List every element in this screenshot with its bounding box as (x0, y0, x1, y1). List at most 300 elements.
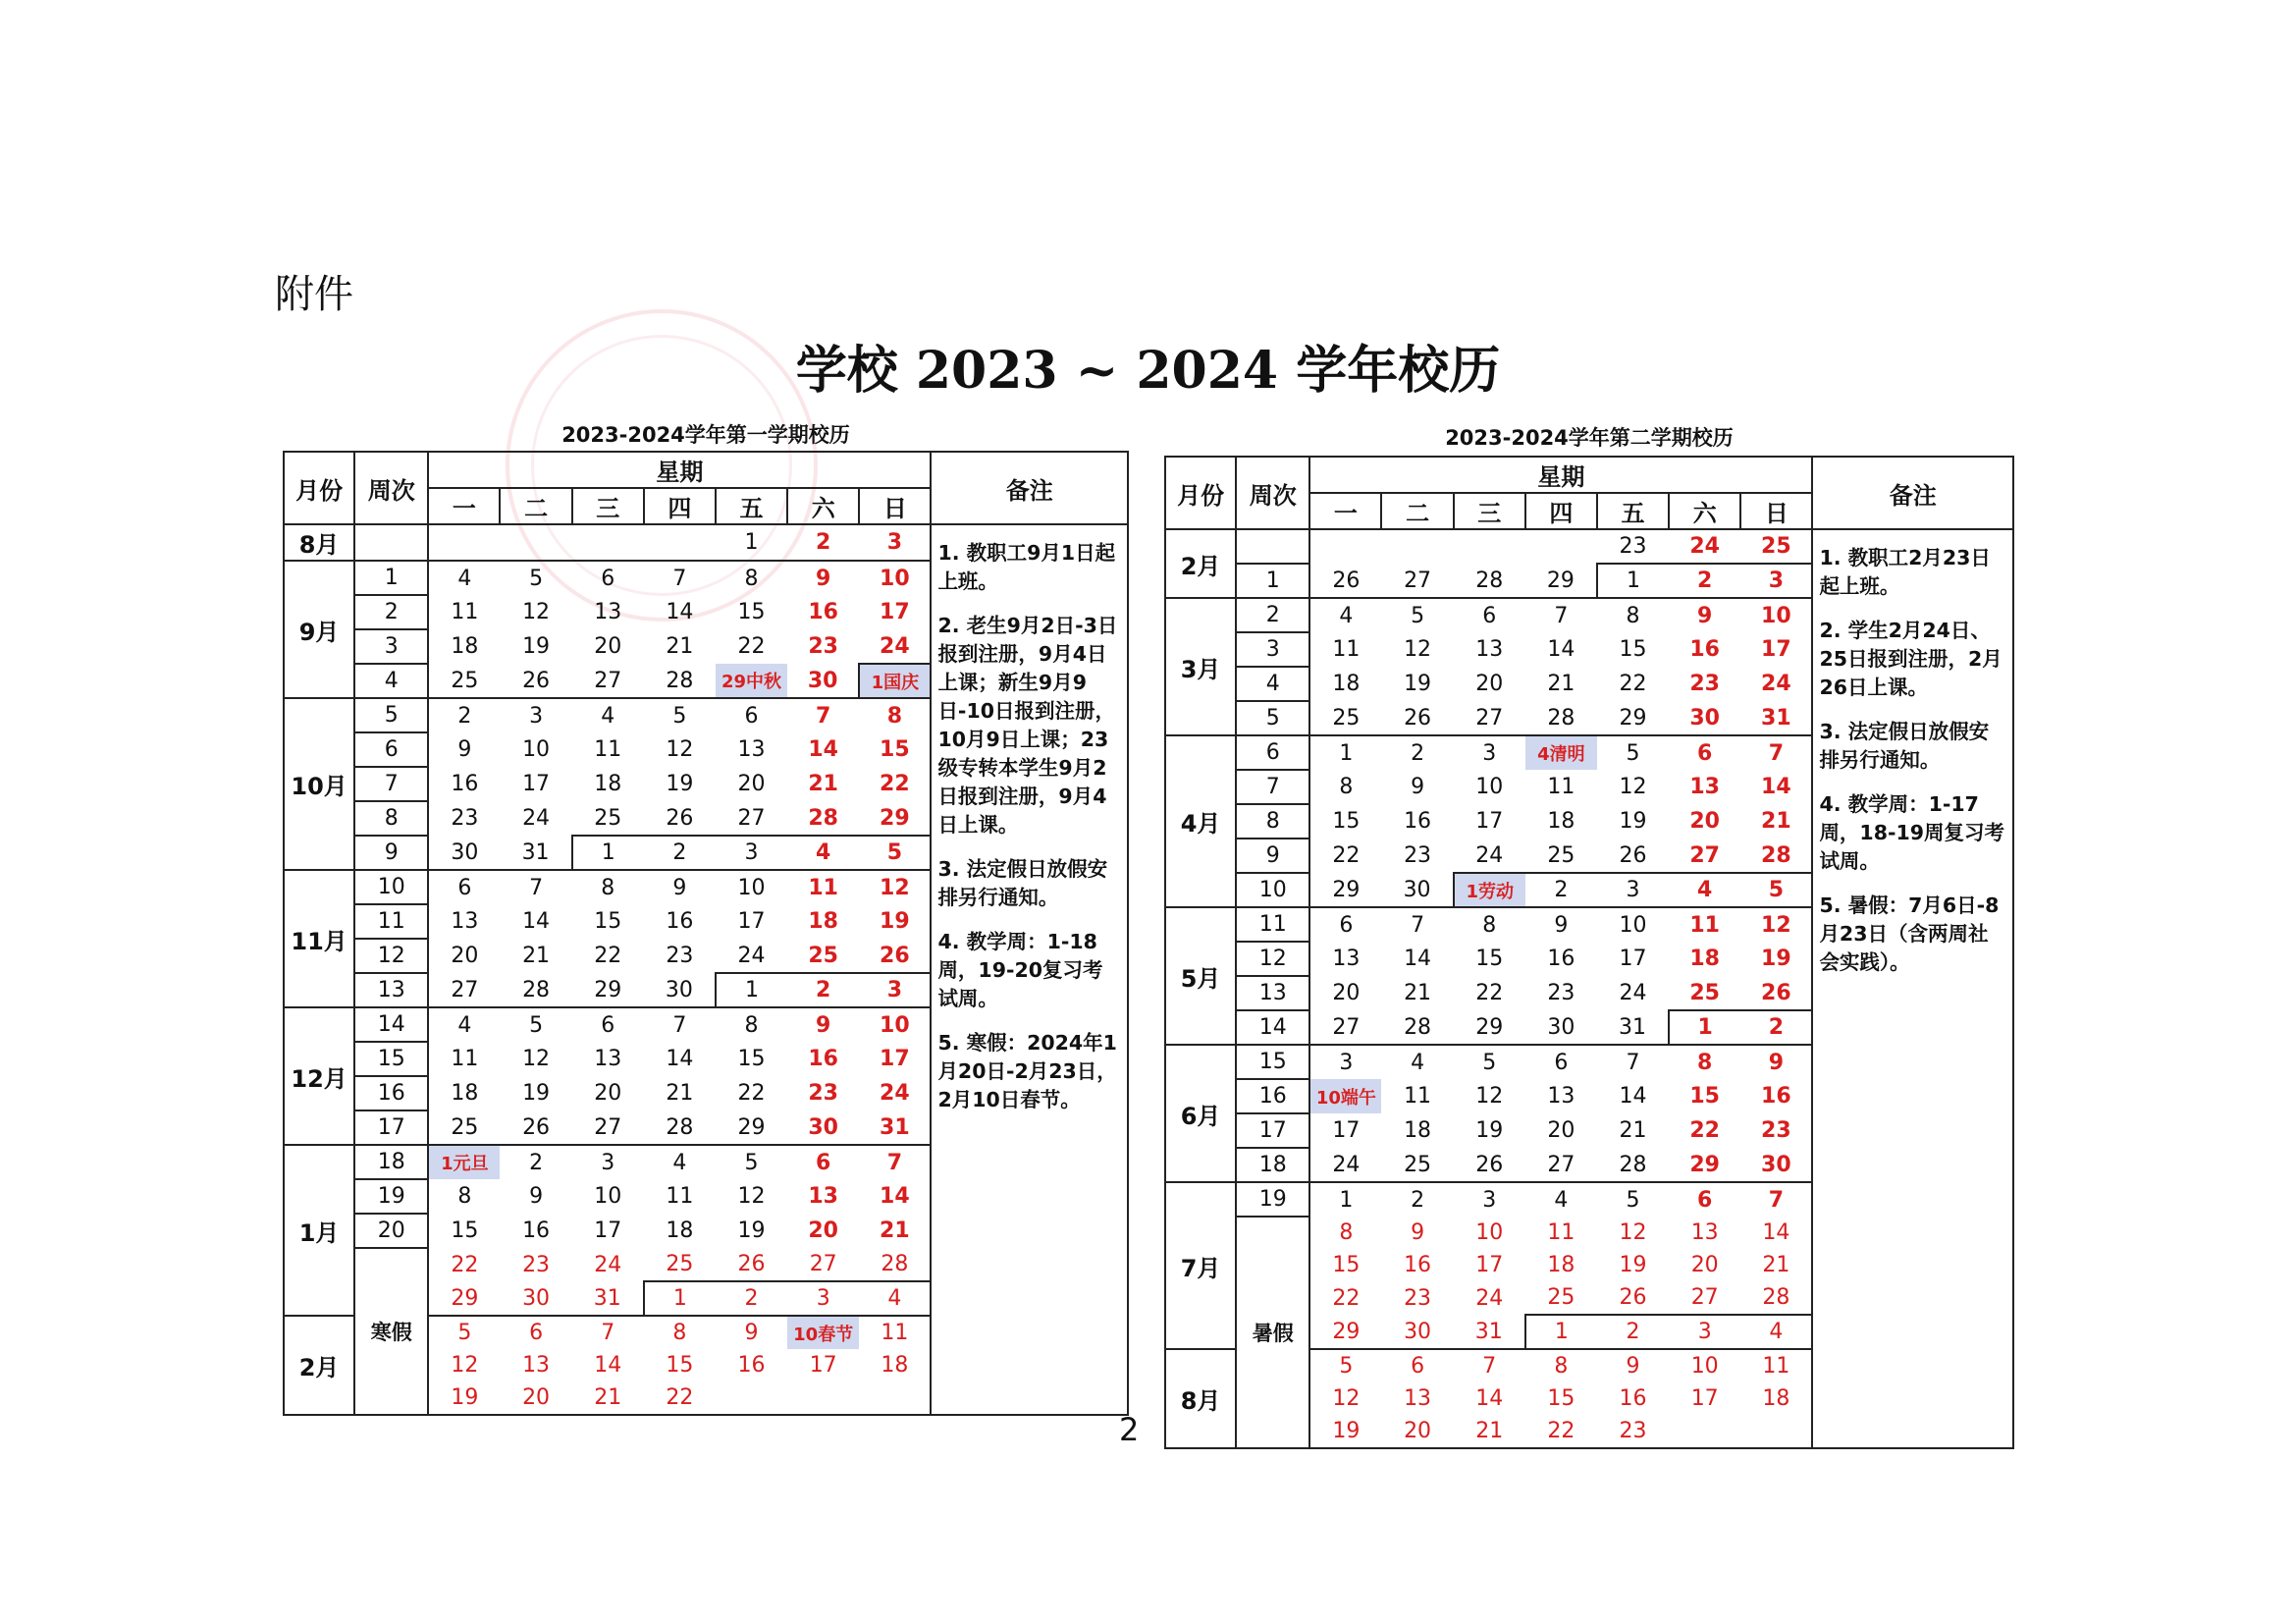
day-cell: 15 (1689, 1084, 1720, 1109)
day-cell: 6 (500, 1316, 571, 1349)
day-cell: 19 (1309, 1415, 1381, 1448)
day-cell: 20 (500, 1381, 571, 1415)
month-label: 4月 (1165, 735, 1236, 907)
day-cell: 24 (1475, 1285, 1504, 1311)
week-number: 7 (1236, 770, 1309, 804)
column-header-weekday-group: 星期 (1309, 457, 1812, 493)
day-cell: 17 (1619, 947, 1647, 971)
column-header-notes: 备注 (1812, 457, 2013, 529)
day-cell: 17 (737, 909, 766, 934)
day-cell: 21 (666, 634, 694, 659)
day-cell: 20 (1475, 672, 1504, 696)
day-cell: 29 (1689, 1152, 1720, 1177)
day-cell: 31 (1474, 1319, 1503, 1344)
weekday-header: 日 (859, 488, 931, 524)
day-cell: 25 (1332, 705, 1361, 731)
day-cell: 30 (1547, 1014, 1575, 1040)
attachment-label: 附件 (275, 272, 353, 317)
day-cell: 15 (1332, 1253, 1361, 1277)
day-cell: 27 (1689, 842, 1720, 868)
day-cell: 11 (1404, 1084, 1432, 1109)
note-item: 2. 老生9月2日-3日报到注册，9月4日上课；新生9月9日-10日报到注册，10月9日上课；23级专转本学生9月2日报到注册，9月4日上课。 (937, 614, 1118, 837)
day-cell: 13 (1332, 947, 1361, 971)
day-cell: 21 (666, 1081, 694, 1106)
day-cell: 31 (859, 1110, 931, 1145)
day-cell: 28 (808, 805, 838, 831)
day-cell: 19 (1619, 809, 1647, 834)
day-cell: 26 (666, 805, 694, 831)
day-cell: 29 (859, 801, 931, 836)
day-cell: 23 (1597, 1415, 1669, 1448)
column-header-week: 周次 (354, 452, 428, 524)
day-cell: 26 (522, 1114, 551, 1140)
vacation-label-cell (354, 1248, 428, 1415)
day-cell: 15 (594, 909, 622, 934)
week-number: 16 (354, 1076, 428, 1110)
day-cell: 16 (1404, 809, 1432, 834)
day-cell: 25 (451, 668, 479, 693)
day-cell: 5 (1454, 1045, 1525, 1079)
notes-cell (931, 524, 1128, 1415)
day-cell: 21 (808, 772, 838, 796)
day-cell: 15 (666, 1353, 694, 1378)
day-cell: 9 (1597, 1349, 1669, 1382)
day-cell: 26 (1475, 1152, 1504, 1177)
day-cell: 21 (1619, 1118, 1647, 1143)
day-cell: 15 (1475, 947, 1504, 971)
day-cell: 9 (644, 870, 716, 904)
day-cell: 4 (572, 698, 644, 732)
day-cell: 12 (451, 1353, 479, 1378)
day-cell: 23 (808, 1081, 838, 1106)
day-cell: 18 (1689, 947, 1720, 971)
day-cell: 14 (859, 1179, 931, 1214)
day-cell: 9 (529, 1184, 544, 1209)
day-cell: 15 (737, 600, 766, 624)
day-cell: 13 (522, 1353, 551, 1378)
column-header-notes: 备注 (931, 452, 1128, 524)
day-cell: 17 (522, 772, 551, 796)
day-cell: 8 (1669, 1045, 1740, 1079)
day-cell: 13 (1690, 1220, 1719, 1245)
day-cell: 29 (737, 1114, 766, 1140)
day-cell: 31 (1740, 701, 1812, 735)
day-cell: 3 (1454, 1182, 1525, 1217)
day-cell: 31 (593, 1285, 621, 1311)
day-cell: 2 (787, 524, 859, 561)
calendar-table (1164, 456, 2014, 1449)
day-cell: 20 (1690, 1253, 1719, 1277)
day-cell (716, 1381, 787, 1415)
day-cell: 4 (428, 561, 500, 595)
day-cell: 4 (1309, 598, 1381, 632)
day-cell (1309, 529, 1381, 564)
day-cell: 17 (809, 1353, 837, 1378)
notes-cell (1812, 529, 2013, 1448)
column-header-month: 月份 (1165, 457, 1236, 529)
day-cell: 1劳动 (1454, 873, 1525, 907)
day-cell: 28 (1740, 839, 1812, 873)
day-cell: 2 (787, 973, 859, 1007)
day-cell: 25 (1689, 980, 1720, 1005)
day-cell (572, 524, 644, 561)
vacation-label-cell (1236, 1217, 1309, 1448)
day-cell: 20 (808, 1218, 838, 1243)
day-cell: 25 (594, 805, 622, 831)
day-cell: 20 (451, 944, 479, 968)
day-cell: 2 (1381, 1182, 1453, 1217)
day-cell: 21 (1740, 1249, 1812, 1281)
week-number: 17 (1236, 1113, 1309, 1148)
week-number: 13 (1236, 976, 1309, 1010)
weekday-header: 五 (716, 488, 787, 524)
day-cell: 30 (1740, 1148, 1812, 1182)
day-cell: 29 (594, 977, 622, 1002)
day-cell: 12 (522, 1047, 551, 1071)
day-cell: 6 (572, 561, 644, 595)
month-label: 8月 (284, 524, 354, 561)
week-number: 12 (1236, 942, 1309, 976)
note-item: 3. 法定假日放假安排另行通知。 (1819, 720, 1990, 772)
day-cell: 2 (1597, 1315, 1669, 1349)
day-cell: 8 (1339, 1220, 1354, 1245)
day-cell (644, 524, 716, 561)
day-cell: 24 (594, 1252, 622, 1277)
day-cell: 10 (594, 1184, 622, 1209)
day-cell: 24 (859, 1076, 931, 1110)
day-cell: 2 (500, 1145, 571, 1179)
day-cell: 25 (1740, 529, 1812, 564)
day-cell: 1国庆 (859, 664, 931, 698)
week-number: 14 (354, 1007, 428, 1042)
weekday-header: 日 (1740, 493, 1812, 529)
day-cell: 24 (737, 943, 766, 968)
day-cell: 1 (1525, 1315, 1597, 1349)
week-number: 13 (354, 973, 428, 1007)
day-cell: 25 (808, 943, 838, 968)
weekday-header: 六 (1669, 493, 1740, 529)
day-cell: 19 (1475, 1118, 1504, 1143)
note-item: 1. 教职工9月1日起上班。 (937, 541, 1116, 593)
month-label: 5月 (1165, 907, 1236, 1045)
day-cell: 7 (787, 698, 859, 732)
day-cell: 11 (1547, 1220, 1575, 1245)
day-cell: 30 (1404, 1319, 1432, 1344)
day-cell: 8 (1525, 1349, 1597, 1382)
week-number: 9 (354, 836, 428, 870)
day-cell: 15 (451, 1218, 479, 1243)
day-cell: 12 (1475, 1084, 1504, 1109)
week-number: 4 (1236, 667, 1309, 701)
day-cell: 27 (451, 977, 479, 1002)
week-number: 3 (1236, 632, 1309, 667)
day-cell: 30 (1403, 877, 1431, 902)
day-cell: 2 (644, 836, 716, 870)
month-label: 12月 (284, 1007, 354, 1145)
day-cell: 29 (1619, 705, 1647, 731)
day-cell: 21 (1404, 981, 1432, 1005)
day-cell: 3 (1597, 873, 1669, 907)
week-number: 7 (354, 767, 428, 801)
day-cell: 3 (1454, 735, 1525, 770)
day-cell: 9 (1525, 907, 1597, 942)
day-cell: 30 (808, 1114, 838, 1140)
day-cell: 23 (1404, 1285, 1432, 1311)
day-cell: 12 (1332, 1386, 1361, 1411)
day-cell: 23 (1689, 672, 1720, 696)
day-cell (1669, 1415, 1740, 1448)
day-cell: 6 (428, 870, 500, 904)
week-number (1236, 529, 1309, 564)
day-cell: 4 (428, 1007, 500, 1042)
day-cell: 30 (665, 977, 693, 1002)
day-cell: 22 (1332, 1285, 1361, 1311)
month-label: 10月 (284, 698, 354, 870)
day-cell (1381, 529, 1453, 564)
day-cell: 24 (1740, 667, 1812, 701)
day-cell: 17 (859, 595, 931, 629)
day-cell: 12 (1740, 907, 1812, 942)
day-cell: 1 (572, 836, 644, 870)
day-cell: 22 (1689, 1118, 1720, 1143)
day-cell: 9 (1669, 598, 1740, 632)
table-row (284, 524, 1128, 561)
day-cell: 10 (1740, 598, 1812, 632)
vacation-label: 暑假 (1252, 1322, 1294, 1345)
week-number: 11 (1236, 907, 1309, 942)
day-cell: 20 (594, 1081, 622, 1106)
day-cell: 15 (737, 1047, 766, 1071)
note-item: 4. 教学周：1-18周，19-20复习考试周。 (937, 930, 1103, 1010)
day-cell: 17 (1332, 1118, 1361, 1143)
day-cell (1740, 1415, 1812, 1448)
day-cell: 5 (500, 561, 571, 595)
day-cell: 30 (451, 839, 479, 865)
day-cell: 26 (1332, 568, 1361, 593)
day-cell: 8 (572, 870, 644, 904)
day-cell: 18 (451, 1081, 479, 1106)
day-cell: 11 (1332, 637, 1361, 662)
day-cell: 6 (1669, 735, 1740, 770)
week-number: 15 (354, 1042, 428, 1076)
day-cell: 14 (594, 1353, 622, 1378)
day-cell: 23 (808, 634, 838, 659)
day-cell: 8 (1454, 907, 1525, 942)
day-cell: 23 (1740, 1113, 1812, 1148)
day-cell: 13 (1689, 775, 1720, 799)
day-cell: 6 (1669, 1182, 1740, 1217)
day-cell: 16 (808, 600, 838, 624)
day-cell: 15 (1619, 637, 1647, 662)
day-cell: 10春节 (787, 1316, 859, 1349)
day-cell: 25 (451, 1114, 479, 1140)
weekday-header: 四 (644, 488, 716, 524)
day-cell: 9 (1411, 1220, 1425, 1245)
day-cell: 11 (1740, 1349, 1812, 1382)
day-cell: 28 (666, 668, 694, 693)
day-cell: 12 (1619, 775, 1647, 799)
day-cell: 28 (666, 1114, 694, 1140)
week-number: 20 (354, 1214, 428, 1248)
day-cell: 22 (644, 1381, 716, 1415)
day-cell: 14 (522, 909, 551, 934)
day-cell: 5 (1309, 1349, 1381, 1382)
week-number: 14 (1236, 1010, 1309, 1045)
day-cell: 30 (522, 1285, 551, 1311)
day-cell: 17 (1475, 809, 1504, 834)
day-cell: 11 (451, 600, 479, 624)
weekday-header: 二 (500, 488, 571, 524)
day-cell: 18 (594, 772, 622, 796)
day-cell: 5 (1381, 598, 1453, 632)
day-cell: 31 (1619, 1014, 1647, 1040)
day-cell: 18 (808, 909, 838, 934)
table-row (1165, 529, 2013, 564)
weekday-header: 四 (1525, 493, 1597, 529)
day-cell: 22 (594, 944, 622, 968)
day-cell: 20 (1332, 981, 1361, 1005)
day-cell: 27 (1690, 1285, 1719, 1310)
day-cell (1525, 529, 1597, 564)
day-cell: 7 (572, 1316, 644, 1349)
week-number: 6 (354, 732, 428, 767)
day-cell: 10 (1597, 907, 1669, 942)
day-cell: 7 (1740, 1182, 1812, 1217)
week-number: 5 (354, 698, 428, 732)
day-cell: 27 (1404, 568, 1432, 593)
note-item: 1. 教职工2月23日起上班。 (1819, 546, 1991, 598)
weekday-header: 一 (1309, 493, 1381, 529)
day-cell: 18 (1740, 1382, 1812, 1415)
day-cell: 5 (428, 1316, 500, 1349)
day-cell: 24 (1475, 842, 1504, 868)
semester-title: 2023-2024学年第二学期校历 (1445, 426, 1734, 450)
day-cell: 10 (859, 1007, 931, 1042)
day-cell: 3 (1309, 1045, 1381, 1079)
day-cell: 7 (1597, 1045, 1669, 1079)
day-cell: 28 (522, 977, 551, 1002)
day-cell: 9 (787, 1007, 859, 1042)
day-cell: 29 (1475, 1014, 1504, 1040)
day-cell: 3 (859, 524, 931, 561)
week-number: 9 (1236, 839, 1309, 873)
day-cell: 5 (644, 698, 716, 732)
day-cell: 25 (1547, 842, 1575, 868)
day-cell: 27 (1475, 705, 1504, 731)
week-number: 12 (354, 939, 428, 973)
page-number: 2 (1119, 1411, 1140, 1448)
day-cell: 8 (1339, 775, 1354, 799)
day-cell: 19 (1404, 672, 1432, 696)
day-cell: 8 (716, 561, 787, 595)
day-cell: 18 (1404, 1118, 1432, 1143)
day-cell: 26 (1619, 842, 1647, 868)
day-cell: 10 (716, 870, 787, 904)
week-number: 19 (1236, 1182, 1309, 1217)
day-cell: 2 (716, 1281, 787, 1316)
day-cell: 22 (1619, 672, 1647, 696)
weekday-header: 三 (572, 488, 644, 524)
day-cell (1454, 529, 1525, 564)
day-cell: 7 (644, 1007, 716, 1042)
day-cell: 7 (1454, 1349, 1525, 1382)
note-item: 4. 教学周：1-17周，18-19周复习考试周。 (1819, 792, 2005, 873)
day-cell: 12 (522, 600, 551, 624)
day-cell: 10 (859, 561, 931, 595)
day-cell: 18 (1547, 809, 1575, 834)
day-cell: 4 (1381, 1045, 1453, 1079)
day-cell: 13 (737, 737, 766, 762)
day-cell: 16 (737, 1353, 766, 1378)
day-cell: 9 (787, 561, 859, 595)
week-number: 15 (1236, 1045, 1309, 1079)
day-cell: 20 (594, 634, 622, 659)
day-cell: 22 (859, 767, 931, 801)
week-number: 18 (354, 1145, 428, 1179)
day-cell: 17 (594, 1218, 622, 1243)
day-cell: 6 (716, 698, 787, 732)
day-cell: 26 (1619, 1285, 1647, 1310)
day-cell: 18 (1332, 672, 1361, 696)
day-cell: 29 (451, 1285, 479, 1311)
day-cell: 22 (737, 1081, 766, 1106)
day-cell: 29中秋 (716, 664, 787, 698)
day-cell: 27 (809, 1252, 837, 1276)
day-cell: 29 (1546, 568, 1575, 593)
day-cell: 4 (1669, 873, 1740, 907)
day-cell: 8 (716, 1007, 787, 1042)
day-cell: 24 (1619, 981, 1647, 1005)
weekday-header: 一 (428, 488, 500, 524)
day-cell: 26 (522, 668, 551, 693)
week-number: 3 (354, 629, 428, 664)
day-cell: 10 (522, 737, 551, 762)
day-cell: 12 (1404, 637, 1432, 662)
day-cell (859, 1381, 931, 1415)
week-number: 10 (354, 870, 428, 904)
day-cell: 5 (716, 1145, 787, 1179)
day-cell: 30 (807, 668, 838, 693)
day-cell: 7 (1740, 735, 1812, 770)
day-cell: 20 (737, 772, 766, 796)
month-label: 2月 (1165, 529, 1236, 598)
day-cell: 5 (500, 1007, 571, 1042)
month-label: 2月 (284, 1316, 354, 1415)
day-cell: 18 (451, 634, 479, 659)
day-cell: 10端午 (1309, 1079, 1381, 1113)
day-cell: 1 (1669, 1010, 1740, 1045)
day-cell: 1 (1597, 564, 1669, 598)
day-cell: 18 (1547, 1253, 1575, 1277)
day-cell: 12 (666, 737, 694, 762)
day-cell: 10 (1475, 1220, 1504, 1245)
week-number: 5 (1236, 701, 1309, 735)
day-cell: 3 (500, 698, 571, 732)
day-cell: 17 (1690, 1386, 1719, 1411)
day-cell: 20 (1381, 1415, 1453, 1448)
day-cell: 19 (1619, 1253, 1647, 1277)
day-cell: 13 (451, 909, 479, 934)
note-item: 2. 学生2月24日、25日报到注册，2月26日上课。 (1819, 619, 2002, 699)
day-cell: 19 (859, 904, 931, 939)
day-cell: 1 (716, 524, 787, 561)
weekday-header: 二 (1381, 493, 1453, 529)
day-cell: 17 (859, 1042, 931, 1076)
day-cell: 2 (1669, 564, 1740, 598)
week-number: 16 (1236, 1079, 1309, 1113)
day-cell: 27 (594, 668, 622, 693)
weekday-header: 六 (787, 488, 859, 524)
